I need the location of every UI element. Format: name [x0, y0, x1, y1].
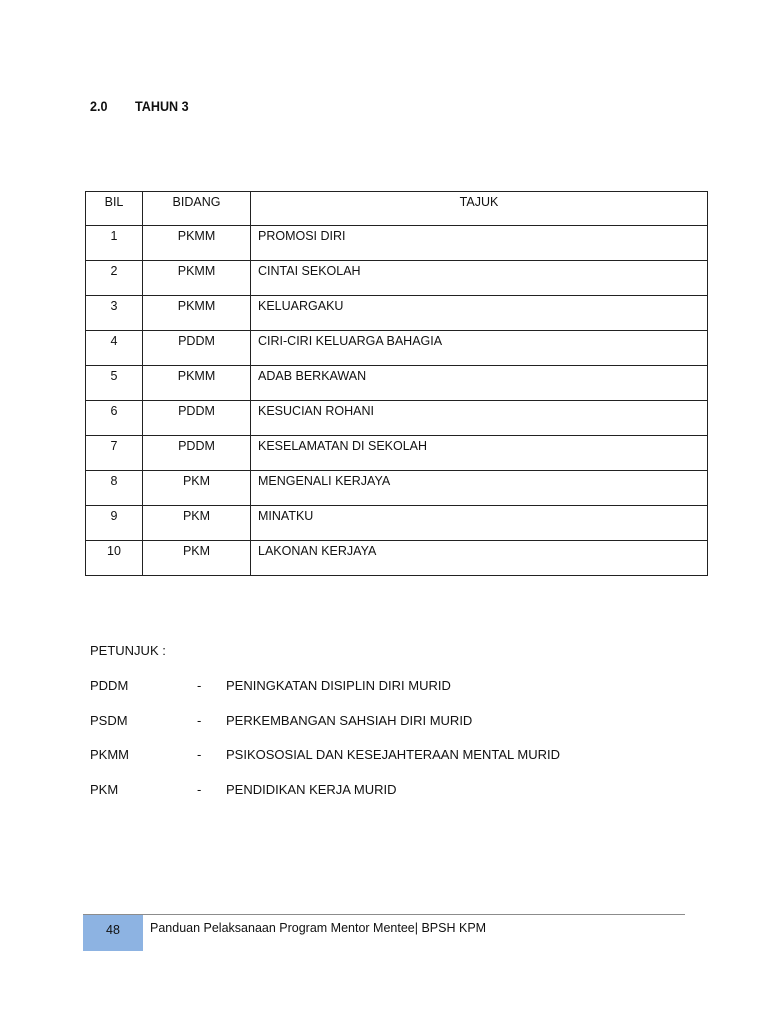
cell-tajuk: CIRI-CIRI KELUARGA BAHAGIA	[251, 331, 708, 366]
section-number: 2.0	[90, 98, 108, 114]
cell-bil: 7	[86, 436, 143, 471]
table-row	[86, 471, 708, 506]
cell-bil: 1	[86, 226, 143, 261]
cell-tajuk: CINTAI SEKOLAH	[251, 261, 708, 296]
cell-bil: 9	[86, 506, 143, 541]
footer-divider	[83, 914, 685, 915]
legend-desc: PSIKOSOSIAL DAN KESEJAHTERAAN MENTAL MURID	[226, 747, 560, 762]
table-row	[86, 436, 708, 471]
header-bil: BIL	[86, 192, 143, 226]
table-row	[86, 366, 708, 401]
legend-dash: -	[197, 712, 202, 728]
table-row	[86, 331, 708, 366]
legend-abbr: PKM	[90, 781, 119, 797]
legend-dash: -	[197, 781, 202, 797]
cell-tajuk: ADAB BERKAWAN	[251, 366, 708, 401]
section-heading	[90, 98, 189, 114]
cell-tajuk: KELUARGAKU	[251, 296, 708, 331]
legend-title: PETUNJUK :	[90, 643, 166, 658]
cell-bidang: PDDM	[143, 436, 251, 471]
cell-bil: 4	[86, 331, 143, 366]
legend-desc: PENDIDIKAN KERJA MURID	[226, 781, 397, 797]
table-row	[86, 261, 708, 296]
cell-bidang: PKM	[143, 471, 251, 506]
legend-abbr: PDDM	[90, 678, 129, 693]
cell-bil: 8	[86, 471, 143, 506]
legend-dash: -	[197, 678, 202, 693]
legend-desc: PENINGKATAN DISIPLIN DIRI MURID	[226, 678, 451, 693]
table-header-row	[86, 192, 708, 226]
legend-item	[90, 678, 560, 713]
cell-bidang: PKMM	[143, 296, 251, 331]
legend-desc: PERKEMBANGAN SAHSIAH DIRI MURID	[226, 712, 473, 728]
cell-bidang: PKMM	[143, 366, 251, 401]
legend-item	[90, 713, 560, 748]
cell-tajuk: KESELAMATAN DI SEKOLAH	[251, 436, 708, 471]
cell-tajuk: MINATKU	[251, 506, 708, 541]
table-row	[86, 541, 708, 576]
cell-bil: 3	[86, 296, 143, 331]
table-row	[86, 506, 708, 541]
cell-tajuk: KESUCIAN ROHANI	[251, 401, 708, 436]
legend-dash: -	[197, 747, 202, 762]
cell-bidang: PKMM	[143, 261, 251, 296]
cell-bidang: PKM	[143, 506, 251, 541]
topics-table	[85, 191, 708, 576]
legend	[90, 643, 560, 816]
section-title: TAHUN 3	[135, 98, 189, 114]
cell-tajuk: MENGENALI KERJAYA	[251, 471, 708, 506]
legend-abbr: PSDM	[90, 712, 128, 728]
page-number: 48	[83, 915, 143, 951]
cell-bidang: PDDM	[143, 331, 251, 366]
cell-bidang: PKMM	[143, 226, 251, 261]
cell-tajuk: LAKONAN KERJAYA	[251, 541, 708, 576]
cell-tajuk: PROMOSI DIRI	[251, 226, 708, 261]
cell-bil: 2	[86, 261, 143, 296]
header-bidang: BIDANG	[143, 192, 251, 226]
cell-bil: 6	[86, 401, 143, 436]
legend-abbr: PKMM	[90, 747, 129, 762]
cell-bidang: PDDM	[143, 401, 251, 436]
table-row	[86, 226, 708, 261]
legend-item	[90, 782, 560, 817]
table-row	[86, 296, 708, 331]
cell-bidang: PKM	[143, 541, 251, 576]
legend-item	[90, 747, 560, 782]
cell-bil: 10	[86, 541, 143, 576]
footer-text: Panduan Pelaksanaan Program Mentor Mentee| BPSH KPM	[150, 921, 487, 935]
table-row	[86, 401, 708, 436]
cell-bil: 5	[86, 366, 143, 401]
header-tajuk: TAJUK	[251, 192, 708, 226]
